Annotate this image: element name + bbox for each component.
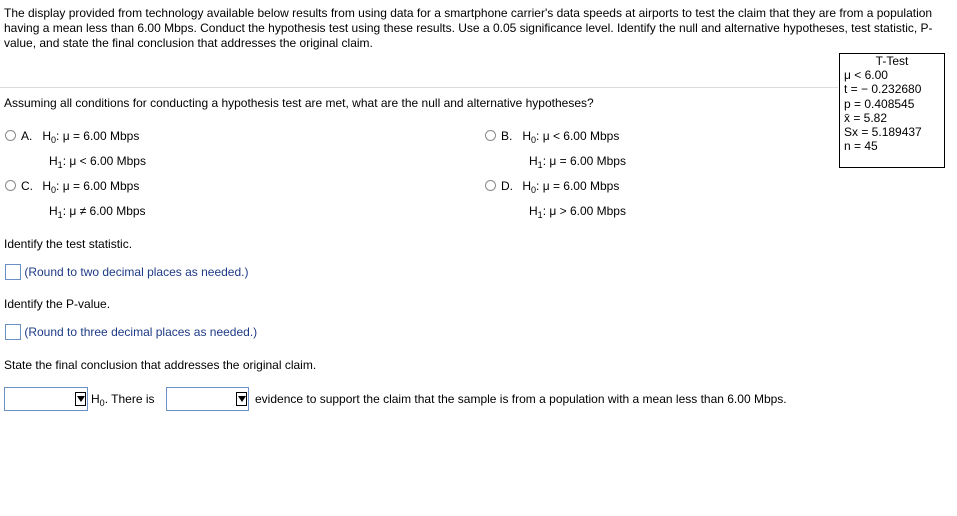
option-a-h1: $H_1$: μ < 6.00 Mbps: [49, 154, 146, 170]
option-b-h1: $H_1$: μ = 6.00 Mbps: [529, 154, 626, 170]
option-d-letter: D.: [501, 179, 513, 193]
option-b-letter: B.: [501, 129, 513, 143]
ttest-output-box: [839, 53, 945, 168]
option-a[interactable]: [5, 126, 146, 176]
option-c-h1: $H_1$: μ ≠ 6.00 Mbps: [49, 204, 146, 220]
p-value-label: Identify the P-value.: [4, 297, 111, 311]
chevron-down-icon[interactable]: [236, 392, 247, 406]
problem-statement: The display provided from technology available below results from using data for a smartphone carrier's data speeds at airports to test the claim that they are from a population having a mean less than 6.00 Mbps. Conduct the hypothesis test using these results. Use a 0.05 significance level. Identify the null and alternative hypotheses, test statistic, P-value, and state the final conclusion that addresses the original claim.: [4, 6, 933, 50]
option-a-letter: A.: [21, 129, 33, 143]
test-statistic-row: [5, 264, 248, 280]
ttest-sample-mean: x̄ = 5.82: [844, 110, 888, 125]
conclusion-end-text: evidence to support the claim that the sample is from a population with a mean less than 6.00 Mbps.: [255, 392, 787, 406]
test-statistic-label: Identify the test statistic.: [4, 237, 133, 251]
option-b-radio[interactable]: [485, 130, 496, 141]
option-d-h1: $H_1$: μ > 6.00 Mbps: [529, 204, 626, 220]
option-c-radio[interactable]: [5, 180, 16, 191]
option-b[interactable]: [485, 126, 626, 176]
option-d[interactable]: [485, 176, 626, 226]
option-c-letter: C.: [21, 179, 33, 193]
ttest-alt-hypothesis: μ < 6.00: [844, 68, 888, 82]
test-statistic-input[interactable]: [5, 264, 21, 280]
ttest-t-statistic: t = − 0.232680: [844, 82, 922, 97]
ttest-title: T-Test: [875, 54, 909, 68]
section-divider: [0, 87, 838, 88]
option-a-h0: $H_0$: μ = 6.00 Mbps: [42, 129, 140, 145]
ttest-p-value: p = 0.408545: [844, 96, 915, 111]
option-d-h0: $H_0$: μ = 6.00 Mbps: [522, 179, 620, 195]
p-value-input[interactable]: [5, 324, 21, 340]
p-value-hint: (Round to three decimal places as needed.): [24, 325, 258, 339]
ttest-sample-size: n = 45: [844, 139, 878, 154]
reject-decision-dropdown[interactable]: [4, 387, 88, 411]
p-value-row: [5, 324, 257, 340]
hypotheses-question: Assuming all conditions for conducting a hypothesis test are met, what are the null and alternative hypotheses?: [4, 96, 594, 110]
conclusion-label: State the final conclusion that addresses the original claim.: [4, 358, 317, 372]
option-d-radio[interactable]: [485, 180, 496, 191]
option-a-radio[interactable]: [5, 130, 16, 141]
conclusion-null-text: $H_0$. There is: [91, 392, 155, 408]
evidence-level-dropdown[interactable]: [166, 387, 249, 411]
option-c-h0: $H_0$: μ = 6.00 Mbps: [42, 179, 140, 195]
chevron-down-icon[interactable]: [75, 392, 86, 406]
option-b-h0: $H_0$: μ < 6.00 Mbps: [522, 129, 620, 145]
test-statistic-hint: (Round to two decimal places as needed.): [24, 265, 249, 279]
option-c[interactable]: [5, 176, 146, 226]
ttest-sample-sd: Sx = 5.189437: [844, 125, 922, 140]
